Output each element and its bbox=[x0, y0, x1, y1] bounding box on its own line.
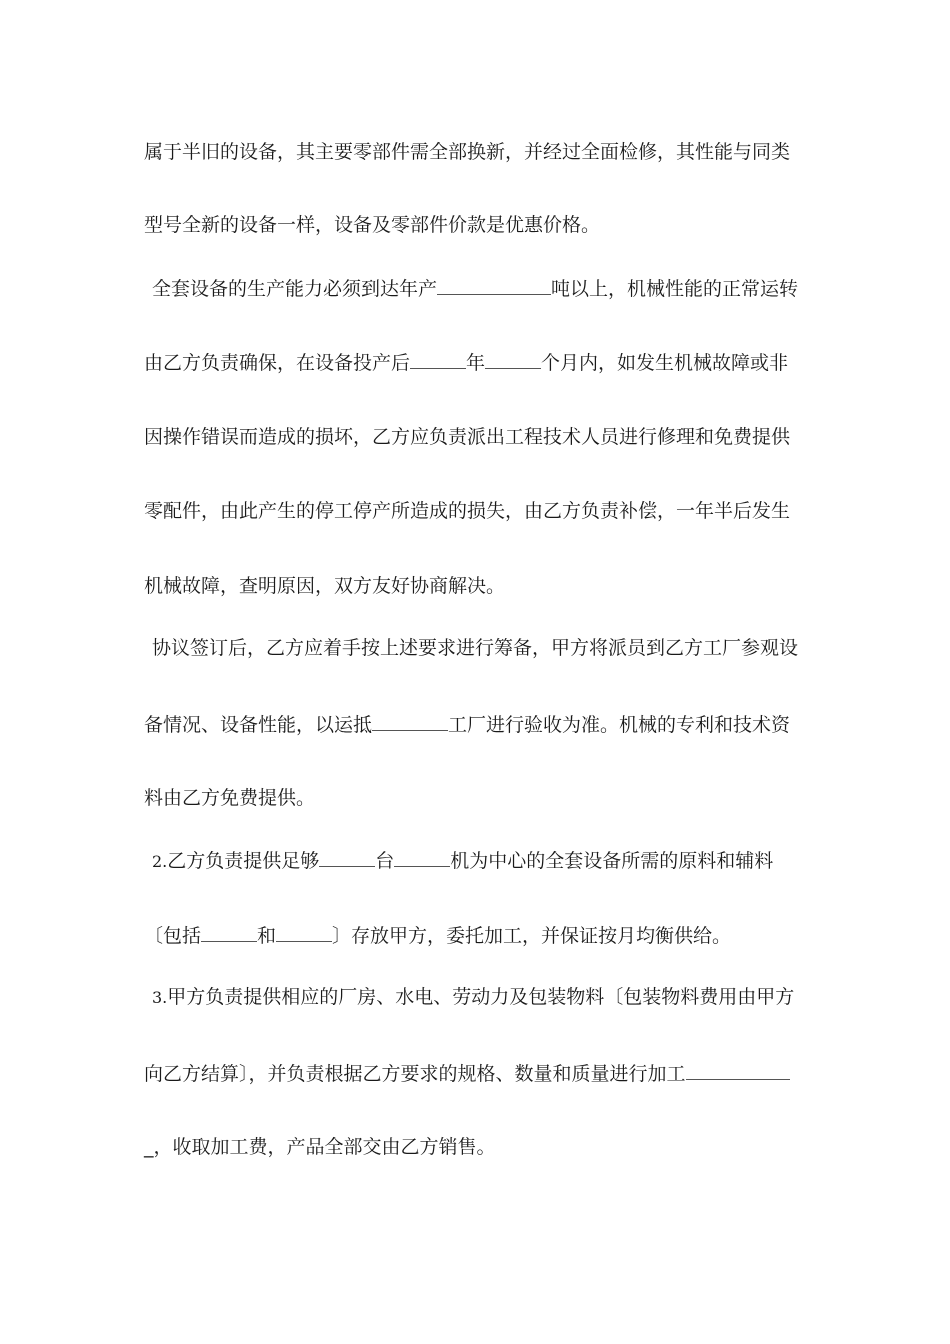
line-text: 由乙方负责确保，在设备投产后 bbox=[144, 352, 411, 374]
paragraph-line bbox=[152, 636, 798, 660]
paragraph-line bbox=[144, 350, 788, 375]
paragraph-line bbox=[144, 1135, 496, 1159]
line-text: 〔包括 bbox=[144, 925, 202, 947]
paragraph-line bbox=[144, 140, 790, 164]
item-number: 2. bbox=[152, 852, 168, 871]
line-text: 台 bbox=[375, 850, 395, 872]
fill-in-blank bbox=[485, 350, 541, 369]
line-text: 吨以上，机械性能的正常运转 bbox=[551, 278, 799, 300]
paragraph-line bbox=[144, 574, 505, 598]
line-text: 料由乙方免费提供。 bbox=[144, 787, 316, 809]
item-number: 3. bbox=[152, 988, 168, 1007]
paragraph-line bbox=[144, 1061, 790, 1086]
line-text: 乙方负责提供足够 bbox=[167, 850, 320, 872]
line-text: 和 bbox=[257, 925, 277, 947]
line-text: 零配件，由此产生的停工停产所造成的损失，由乙方负责补偿，一年半后发生 bbox=[144, 500, 791, 522]
fill-in-blank bbox=[437, 276, 551, 295]
paragraph-line bbox=[152, 985, 794, 1010]
line-text: 机械故障，查明原因，双方友好协商解决。 bbox=[144, 575, 506, 597]
fill-in-blank bbox=[372, 712, 448, 731]
paragraph-line bbox=[144, 923, 731, 948]
line-text: 因操作错误而造成的损坏，乙方应负责派出工程技术人员进行修理和免费提供 bbox=[144, 426, 791, 448]
line-text: 甲方负责提供相应的厂房、水电、劳动力及包装物料〔包装物料费用由甲方 bbox=[167, 986, 795, 1008]
line-text: 型号全新的设备一样，设备及零部件价款是优惠价格。 bbox=[144, 214, 601, 236]
line-text: 个月内，如发生机械故障或非 bbox=[541, 352, 789, 374]
paragraph-line bbox=[144, 499, 790, 523]
line-text: 向乙方结算〕，并负责根据乙方要求的规格、数量和质量进行加工 bbox=[144, 1063, 686, 1085]
line-text: 工厂进行验收为准。机械的专利和技术资 bbox=[448, 714, 791, 736]
paragraph-line bbox=[144, 786, 315, 810]
paragraph-line bbox=[152, 276, 798, 301]
paragraph-line bbox=[144, 712, 790, 737]
line-text: 协议签订后，乙方应着手按上述要求进行筹备，甲方将派员到乙方工厂参观设 bbox=[152, 637, 799, 659]
fill-in-blank bbox=[201, 923, 257, 942]
fill-in-blank bbox=[276, 923, 332, 942]
fill-in-blank bbox=[410, 350, 466, 369]
paragraph-line bbox=[144, 425, 790, 449]
fill-in-blank bbox=[319, 848, 375, 867]
line-text: 年 bbox=[466, 352, 486, 374]
line-text: 机为中心的全套设备所需的原料和辅料 bbox=[450, 850, 774, 872]
line-text: _，收取加工费，产品全部交由乙方销售。 bbox=[144, 1136, 496, 1158]
fill-in-blank bbox=[686, 1061, 790, 1080]
paragraph-line bbox=[144, 213, 600, 237]
line-text: 〕存放甲方，委托加工，并保证按月均衡供给。 bbox=[332, 925, 732, 947]
fill-in-blank bbox=[394, 848, 450, 867]
line-text: 全套设备的生产能力必须到达年产 bbox=[152, 278, 438, 300]
line-text: 备情况、设备性能，以运抵 bbox=[144, 714, 373, 736]
paragraph-line bbox=[152, 848, 773, 874]
line-text: 属于半旧的设备，其主要零部件需全部换新，并经过全面检修，其性能与同类 bbox=[144, 141, 791, 163]
